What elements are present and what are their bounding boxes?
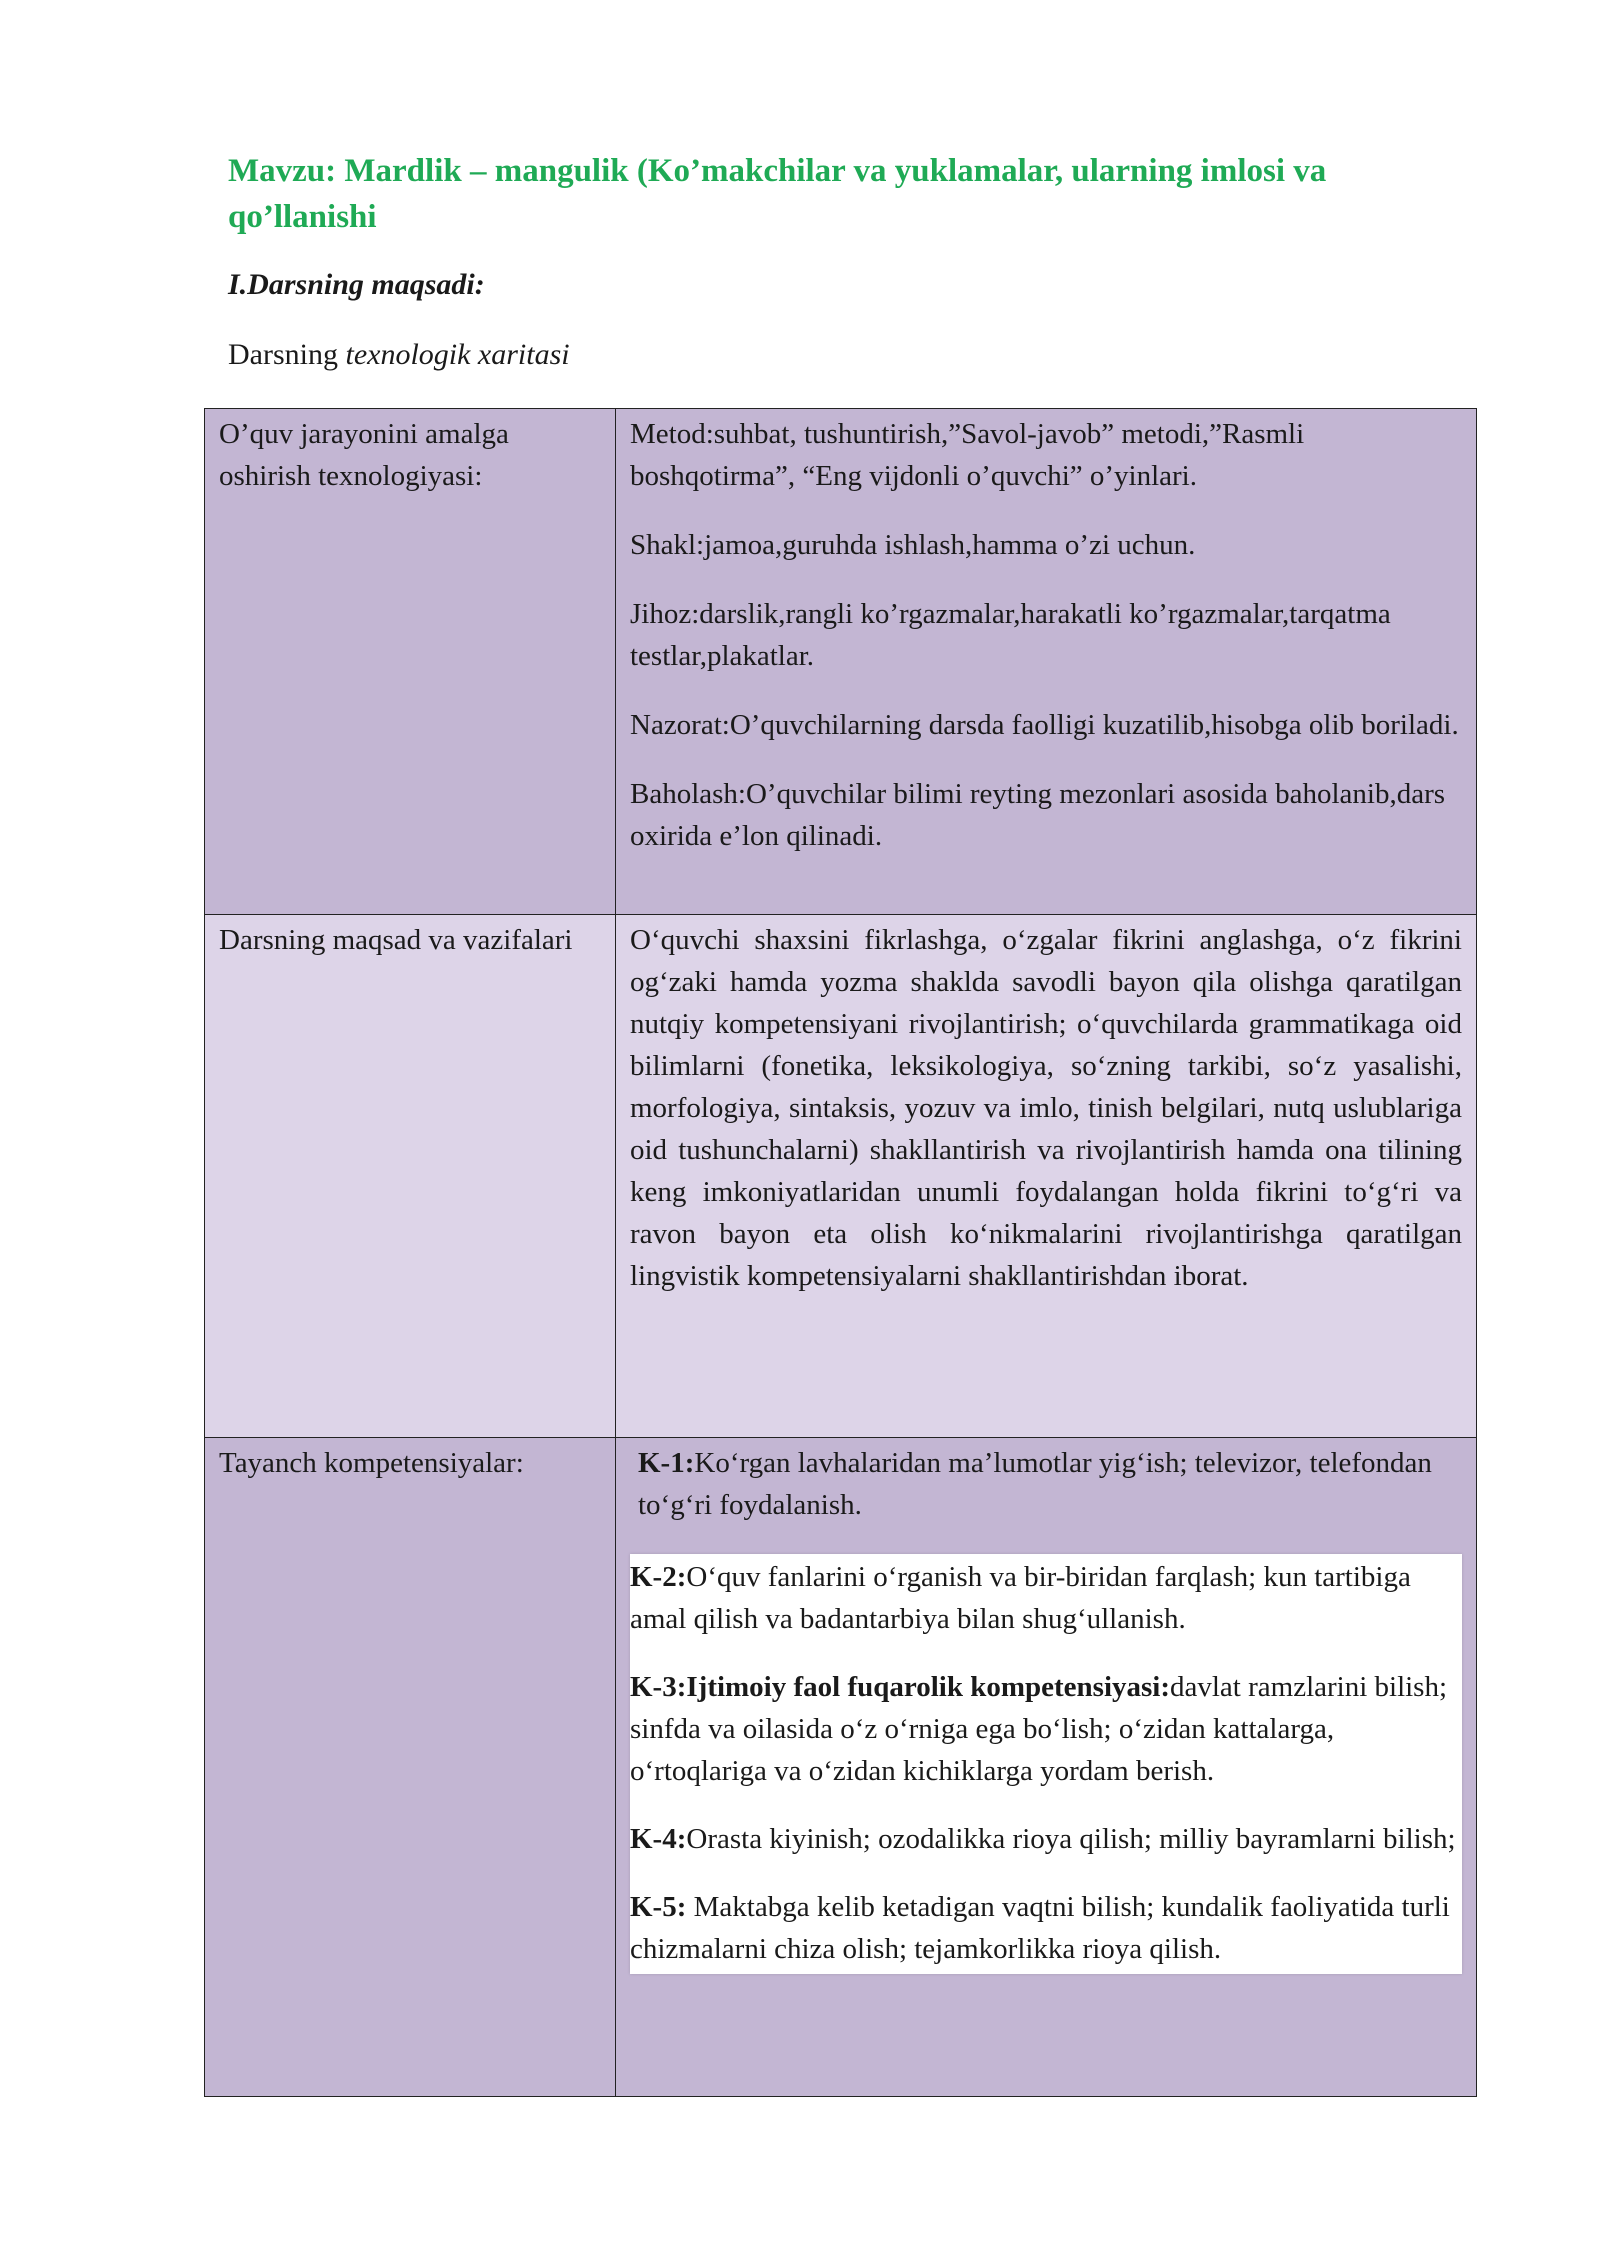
row-content-goals (616, 915, 1477, 1438)
competency-k1 (630, 1442, 1462, 1526)
map-caption-prefix: Darsning (228, 338, 346, 371)
paragraph-equipment: Jihoz:darslik,rangli ko’rgazmalar,harakatli ko’rgazmalar,tarqatma testlar,plakatlar. (630, 598, 1391, 672)
competency-code: K-3:Ijtimoiy faol fuqarolik kompetensiyasi: (630, 1671, 1170, 1703)
paragraph-control: Nazorat:O’quvchilarning darsda faolligi kuzatilib,hisobga olib boriladi. (630, 709, 1459, 741)
technology-map-table (204, 408, 1477, 2097)
competency-k2 (630, 1556, 1456, 1640)
competency-code: K-4: (630, 1823, 687, 1855)
row-content-competencies (616, 1438, 1477, 2097)
map-caption (228, 338, 570, 372)
table-row (205, 915, 1477, 1438)
competency-code: K-1: (638, 1447, 695, 1479)
competency-text: Maktabga kelib ketadigan vaqtni bilish; kundalik faoliyatida turli chizmalarni chiza olish; tejamkorlikka rioya qilish. (630, 1891, 1450, 1965)
competency-box (630, 1554, 1462, 1974)
map-caption-italic: texnologik xaritasi (345, 338, 570, 371)
paragraph-method: Metod:suhbat, tushuntirish,”Savol-javob” metodi,”Rasmli boshqotirma”, “Eng vijdonli o’quvchi” o’yinlari. (630, 418, 1305, 492)
competency-k3 (630, 1666, 1456, 1792)
competency-code: K-5: (630, 1891, 687, 1923)
row-content-technology (616, 409, 1477, 915)
competency-text: O‘quv fanlarini o‘rganish va bir-biridan farqlash; kun tartibiga amal qilish va badantarbiya bilan shug‘ullanish. (630, 1561, 1411, 1635)
goals-text: O‘quvchi shaxsini fikrlashga, o‘zgalar fikrini anglashga, o‘z fikrini og‘zaki hamda yozma shaklda savodli bayon qila olishga qaratilgan nutqiy kompetensiyani rivojlantirish; o‘quvchilarda grammatikaga oid bilimlarni (fonetika, leksikologiya, so‘zning tarkibi, so‘z yasalishi, morfologiya, sintaksis, yozuv va imlo, tinish belgilari, nutq uslublariga oid tushunchalarni) shakllantirish va rivojlantirish hamda ona tilining keng imkoniyatlaridan unumli foydalangan holda fikrini to‘g‘ri va ravon bayon eta olish ko‘nikmalarini rivojlantirishga qaratilgan lingvistik kompetensiyalarni shakllantirishdan iborat. (630, 924, 1462, 1292)
competency-k5 (630, 1886, 1456, 1970)
paragraph-form: Shakl:jamoa,guruhda ishlash,hamma o’zi uchun. (630, 529, 1196, 561)
competency-text: davlat ramzlarini bilish; sinfda va oilasida o‘z o‘rniga ega bo‘lish; o‘zidan kattalarga, o‘rtoqlariga va o‘zidan kichiklarga yordam berish. (630, 1671, 1448, 1787)
row-label-goals: Darsning maqsad va vazifalari (205, 915, 616, 1438)
paragraph-assessment: Baholash:O’quvchilar bilimi reyting mezonlari asosida baholanib,dars oxirida e’lon qilinadi. (630, 778, 1446, 852)
row-label-technology: O’quv jarayonini amalga oshirish texnologiyasi: (205, 409, 616, 915)
row-label-competencies: Tayanch kompetensiyalar: (205, 1438, 616, 2097)
competency-k4 (630, 1818, 1456, 1860)
goal-heading: I.Darsning maqsadi: (228, 268, 485, 301)
competency-text: Ko‘rgan lavhalaridan ma’lumotlar yig‘ish; televizor, telefondan to‘g‘ri foydalanish. (638, 1447, 1432, 1521)
competency-code: K-2: (630, 1561, 687, 1593)
competency-text: Orasta kiyinish; ozodalikka rioya qilish; milliy bayramlarni bilish; (686, 1823, 1456, 1855)
table-row (205, 409, 1477, 915)
lesson-title: Mavzu: Mardlik – mangulik (Ko’makchilar va yuklamalar, ularning imlosi va qo’llanishi (228, 153, 1327, 235)
table-row (205, 1438, 1477, 2097)
